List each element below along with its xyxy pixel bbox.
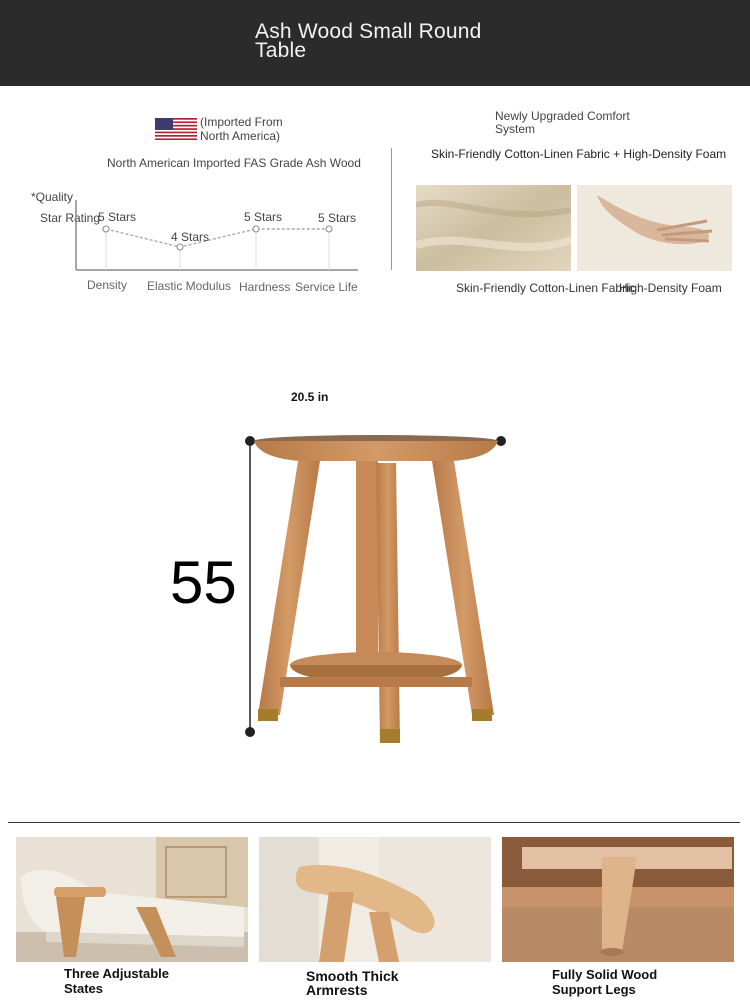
dimension-dot: [245, 727, 255, 737]
feature-image-adjustable: [16, 837, 248, 962]
width-dimension-label: 20.5 in: [291, 390, 329, 404]
section-divider: [391, 148, 392, 270]
rating-label: Density: [87, 278, 128, 292]
rating-title-line2: Star Rating: [40, 211, 101, 225]
rating-point: [103, 226, 109, 232]
section-divider-bottom: [8, 822, 740, 823]
rating-value: 5 Stars: [244, 210, 283, 224]
rating-label: Service Life: [295, 280, 358, 294]
imported-from-text: (Imported From North America): [200, 115, 283, 143]
rating-point: [326, 226, 332, 232]
rating-point: [253, 226, 259, 232]
rating-value: 5 Stars: [98, 210, 137, 224]
swatch-label-foam: High-Density Foam: [619, 281, 722, 295]
rating-value: 5 Stars: [318, 211, 357, 225]
height-dimension-label: 55: [170, 549, 237, 616]
rating-value: 4 Stars: [171, 230, 210, 244]
feature-caption-legs: Fully Solid Wood Support Legs: [552, 967, 658, 997]
comfort-system-title: Newly Upgraded Comfort System: [495, 109, 630, 136]
rating-line: [106, 229, 329, 247]
rating-title-line1: *Quality: [31, 190, 74, 204]
fabric-swatch-image: [416, 185, 571, 271]
foam-swatch-image: [577, 185, 732, 271]
rating-label: Elastic Modulus: [147, 279, 232, 293]
round-table-illustration: [240, 425, 510, 750]
rating-point: [177, 244, 183, 250]
us-flag-icon: [155, 118, 197, 140]
page-title: Ash Wood Small Round Table: [255, 20, 482, 62]
feature-caption-adjustable: Three Adjustable States: [64, 966, 169, 996]
swatch-label-fabric: Skin-Friendly Cotton-Linen Fabric: [456, 281, 635, 295]
rating-label: Hardness: [239, 280, 291, 294]
feature-caption-armrests: Smooth Thick Armrests: [306, 968, 399, 998]
feature-image-armrests: [259, 837, 491, 962]
feature-image-legs: [502, 837, 734, 962]
wood-grade-text: North American Imported FAS Grade Ash Wood: [107, 156, 361, 170]
comfort-subtitle: Skin-Friendly Cotton-Linen Fabric + High-Density Foam: [431, 147, 727, 161]
